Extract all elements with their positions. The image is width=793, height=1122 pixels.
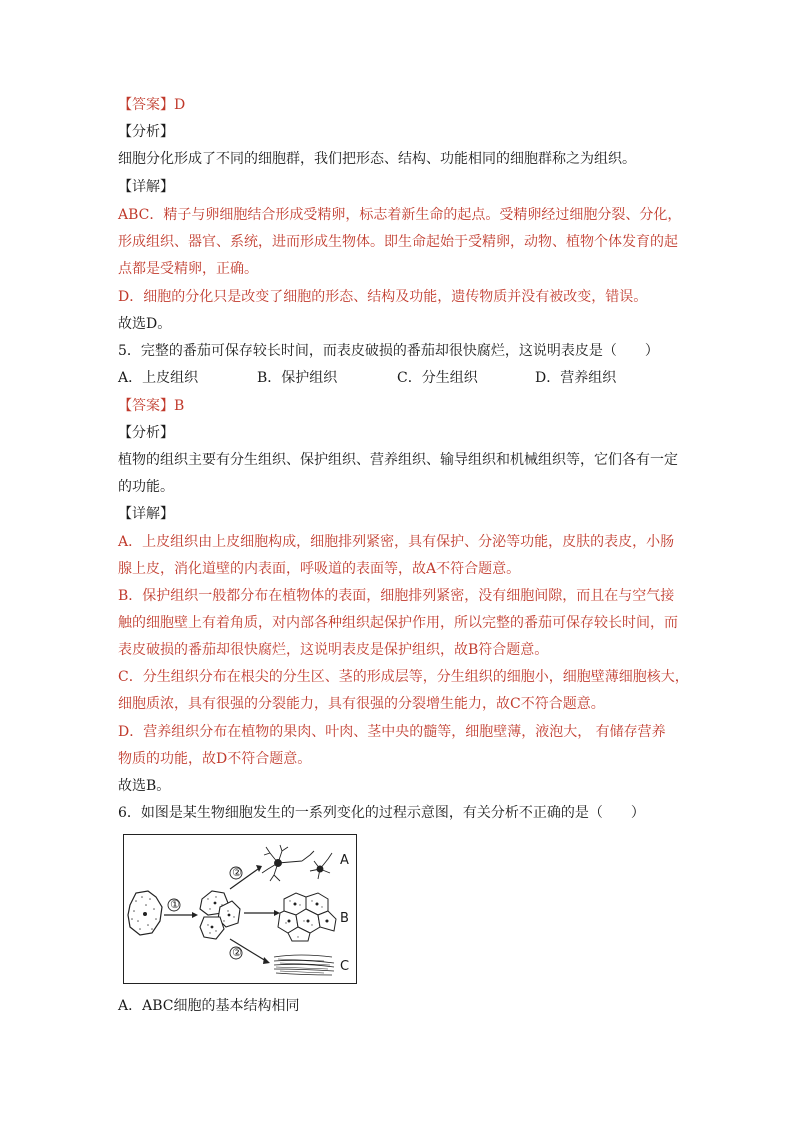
detail-line: 触的细胞壁上有着角质，对内部各种组织起保护作用，所以完整的番茄可保存较长时间，而 bbox=[118, 615, 678, 631]
option-a: A．上皮组织 bbox=[118, 370, 199, 386]
conclusion-text: 故选D。 bbox=[118, 316, 172, 332]
detail-line: 细胞质浓，具有很强的分裂能力，具有很强的分裂增生能力，故C不符合题意。 bbox=[118, 696, 605, 712]
step-1-label: ① bbox=[170, 898, 180, 911]
analysis-line: 的功能。 bbox=[118, 479, 174, 495]
question-6-option-a: A．ABC细胞的基本结构相同 bbox=[118, 998, 300, 1014]
label-b: B bbox=[340, 911, 349, 926]
step-2-bottom-label: ② bbox=[232, 946, 242, 959]
conclusion-text: 故选B。 bbox=[118, 778, 171, 794]
detail-heading: 【详解】 bbox=[118, 506, 174, 522]
detail-line: A．上皮组织由上皮细胞构成，细胞排列紧密，具有保护、分泌等功能，皮肤的表皮，小肠 bbox=[118, 534, 675, 550]
tissue-cells bbox=[278, 893, 336, 941]
detail-line: 物质的功能，故D不符合题意。 bbox=[118, 751, 312, 767]
detail-line: ABC．精子与卵细胞结合形成受精卵，标志着新生命的起点。受精卵经过细胞分裂、分化， bbox=[118, 207, 682, 223]
initial-cell bbox=[128, 891, 162, 935]
answer-label: 【答案】B bbox=[118, 398, 185, 414]
cell-differentiation-figure bbox=[123, 834, 357, 984]
detail-line: 点都是受精卵，正确。 bbox=[118, 261, 258, 277]
question-6-stem: 6．如图是某生物细胞发生的一系列变化的过程示意图，有关分析不正确的是（ ） bbox=[118, 805, 645, 821]
detail-line: 形成组织、器官、系统，进而形成生物体。即生命起始于受精卵，动物、植物个体发育的起 bbox=[118, 234, 678, 250]
label-a: A bbox=[340, 853, 349, 868]
analysis-text: 细胞分化形成了不同的细胞群，我们把形态、结构、功能相同的细胞群称之为组织。 bbox=[118, 151, 636, 167]
option-b: B．保护组织 bbox=[257, 370, 338, 386]
divided-cells bbox=[200, 891, 240, 939]
muscle-cells bbox=[274, 955, 334, 975]
detail-line: D．细胞的分化只是改变了细胞的形态、结构及功能，遗传物质并没有被改变，错误。 bbox=[118, 289, 648, 305]
detail-line: 腺上皮，消化道壁的内表面，呼吸道的表面等，故A不符合题意。 bbox=[118, 561, 521, 577]
cell-diagram bbox=[124, 835, 356, 983]
question-5-stem: 5．完整的番茄可保存较长时间，而表皮破损的番茄却很快腐烂，这说明表皮是（ ） bbox=[118, 343, 659, 359]
neuron-cells bbox=[262, 845, 332, 881]
analysis-heading: 【分析】 bbox=[118, 425, 174, 441]
detail-line: B．保护组织一般都分布在植物体的表面，细胞排列紧密，没有细胞间隙，而且在与空气接 bbox=[118, 588, 675, 604]
analysis-line: 植物的组织主要有分生组织、保护组织、营养组织、输导组织和机械组织等，它们各有一定 bbox=[118, 452, 678, 468]
option-d: D．营养组织 bbox=[535, 370, 617, 386]
option-c: C．分生组织 bbox=[397, 370, 478, 386]
label-c: C bbox=[340, 959, 350, 974]
step-2-top-label: ② bbox=[232, 866, 242, 879]
detail-line: D．营养组织分布在植物的果肉、叶肉、茎中央的髓等，细胞壁薄，液泡大， 有储存营养 bbox=[118, 724, 666, 740]
detail-heading: 【详解】 bbox=[118, 179, 174, 195]
analysis-heading: 【分析】 bbox=[118, 124, 174, 140]
answer-label: 【答案】D bbox=[118, 97, 186, 113]
detail-line: C．分生组织分布在根尖的分生区、茎的形成层等，分生组织的细胞小，细胞壁薄细胞核大， bbox=[118, 669, 689, 685]
detail-line: 表皮破损的番茄却很快腐烂，这说明表皮是保护组织，故B符合题意。 bbox=[118, 642, 549, 658]
